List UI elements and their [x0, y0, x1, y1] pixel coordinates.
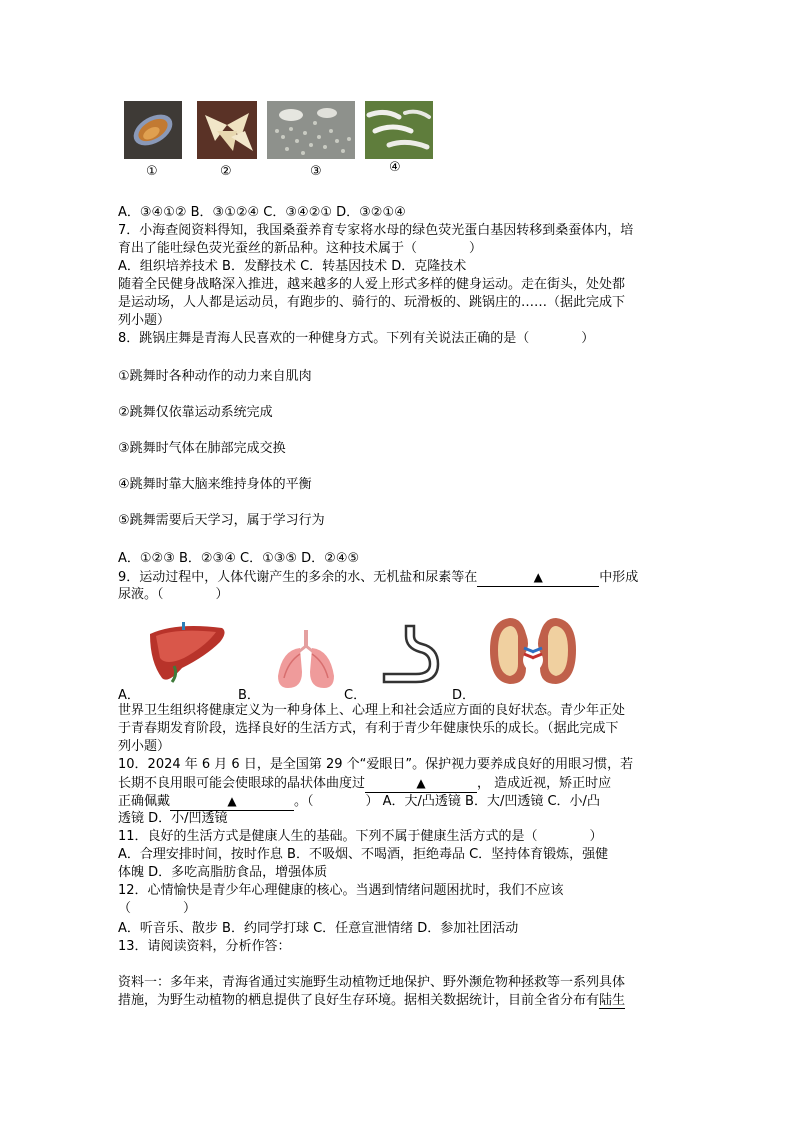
q13-material-line-2-text: 措施，为野生动植物的栖息提供了良好生存环境。据相关数据统计，目前全省分布有: [118, 993, 600, 1008]
intro2-line-2: 于青春期发育阶段，选择良好的生活方式，有利于青少年健康快乐的成长。（据此完成下: [118, 721, 619, 736]
q10-blank-2: [170, 793, 294, 811]
q13-stem: 13．请阅读资料，分析作答：: [118, 939, 291, 954]
q9-option-a-image: [146, 622, 228, 688]
q13-underlined-text: 陆生: [599, 993, 626, 1008]
q8-statement-3: ③跳舞时气体在肺部完成交换: [118, 441, 286, 456]
q9-option-a-label: A．: [118, 688, 140, 703]
q10-line-2-text: 长期不良用眼可能会使眼球的晶状体曲度过: [118, 776, 366, 791]
q7-options: A．组织培养技术 B．发酵技术 C．转基因技术 D．克隆技术: [118, 259, 467, 274]
q11-options-line-1: A．合理安排时间，按时作息 B．不吸烟、不喝酒，拒绝毒品 C．坚持体育锻炼，强健: [118, 847, 609, 862]
q8-stem: 8．跳锅庄舞是青海人民喜欢的一种健身方式。下列有关说法正确的是（ ）: [118, 331, 595, 346]
q10-blank-1: [365, 775, 477, 793]
q12-answer-paren: （ ）: [118, 901, 197, 916]
q9-option-d-image: [486, 614, 580, 688]
intro1-line-3: 列小题）: [118, 313, 171, 328]
intro2-line-1: 世界卫生组织将健康定义为一种身体上、心理上和社会适应方面的良好状态。青少年正处: [118, 703, 626, 718]
blank-triangle-icon: ▲: [416, 776, 426, 790]
kidneys-icon: [486, 614, 580, 688]
q6-image-2: [197, 101, 257, 159]
q13-material-line-2: [118, 993, 625, 1009]
q10-line-3-text: 正确佩戴: [118, 794, 171, 809]
q9-option-c-image: [376, 624, 446, 686]
q10-line-2-end: ， 造成近视，矫正时应: [477, 776, 612, 791]
blank-triangle-icon: ▲: [533, 570, 543, 584]
q6-label-2: ②: [220, 164, 232, 179]
q9-stem-before: 9．运动过程中，人体代谢产生的多余的水、无机盐和尿素等在: [118, 570, 478, 585]
q10-line-1: 10．2024 年 6 月 6 日，是全国第 29 个“爱眼日”。保护视力要养成良好的用眼习惯，若: [118, 757, 634, 772]
q9-option-b-label: B．: [238, 688, 260, 703]
blank-triangle-icon: ▲: [227, 794, 237, 808]
q8-options: A．①②③ B．②③④ C．①③⑤ D．②④⑤: [118, 551, 360, 566]
q6-label-3: ③: [310, 164, 322, 179]
q6-options: A．③④①② B．③①②④ C．③④②① D．③②①④: [118, 205, 406, 220]
q10-line-3-end: 。（ ） A．大/凸透镜 B．大/凹透镜 C．小/凸: [294, 794, 600, 809]
q13-material-line-1: 资料一：多年来，青海省通过实施野生动植物迁地保护、野外濒危物种拯救等一系列具体: [118, 975, 626, 990]
q6-image-1: [124, 101, 182, 159]
lungs-icon: [274, 628, 338, 690]
silkmoth-adult-icon: [197, 101, 257, 159]
stomach-icon: [376, 624, 446, 686]
q9-option-d-label: D．: [452, 688, 476, 703]
intro1-line-2: 是运动场，人人都是运动员，有跑步的、骑行的、玩滑板的、跳锅庄的……（据此完成下: [118, 295, 626, 310]
q7-stem-line-2: 育出了能吐绿色荧光蚕丝的新品种。这种技术属于（ ）: [118, 241, 483, 256]
q7-stem-line-1: 7．小海查阅资料得知，我国桑蚕养育专家将水母的绿色荧光蛋白基因转移到桑蚕体内，培: [118, 223, 634, 238]
q11-stem: 11．良好的生活方式是健康人生的基础。下列不属于健康生活方式的是（ ）: [118, 829, 603, 844]
silkworm-larvae-icon: [365, 101, 433, 159]
q12-options: A．听音乐、散步 B．约同学打球 C．任意宣泄情绪 D．参加社团活动: [118, 921, 519, 936]
q8-statement-2: ②跳舞仅依靠运动系统完成: [118, 405, 273, 420]
q8-statement-1: ①跳舞时各种动作的动力来自肌肉: [118, 369, 312, 384]
q8-statement-4: ④跳舞时靠大脑来维持身体的平衡: [118, 477, 312, 492]
q8-statement-5: ⑤跳舞需要后天学习，属于学习行为: [118, 513, 325, 528]
liver-icon: [146, 622, 228, 688]
q6-image-3: [267, 101, 355, 159]
intro1-line-1: 随着全民健身战略深入推进，越来越多的人爱上形式多样的健身运动。走在街头，处处都: [118, 277, 626, 292]
q10-line-2: [118, 775, 611, 793]
q10-line-3: [118, 793, 600, 811]
q12-stem: 12．心情愉快是青少年心理健康的核心。当遇到情绪问题困扰时，我们不应该: [118, 883, 564, 898]
q6-label-1: ①: [146, 164, 158, 179]
q9-option-c-label: C．: [344, 688, 367, 703]
q9-stem-line-2: 尿液。（ ）: [118, 587, 229, 602]
q6-image-4: [365, 101, 433, 159]
q10-line-4: 透镜 D．小/凹透镜: [118, 811, 228, 826]
q9-stem-line-1: [118, 569, 638, 587]
silkworm-eggs-icon: [267, 101, 355, 159]
q9-blank: [477, 569, 599, 587]
q9-option-b-image: [274, 628, 338, 690]
intro2-line-3: 列小题）: [118, 739, 171, 754]
q11-options-line-2: 体魄 D．多吃高脂肪食品，增强体质: [118, 865, 328, 880]
silkworm-pupa-icon: [124, 101, 182, 159]
q9-stem-after: 中形成: [599, 570, 639, 585]
q6-label-4: ④: [389, 160, 401, 175]
